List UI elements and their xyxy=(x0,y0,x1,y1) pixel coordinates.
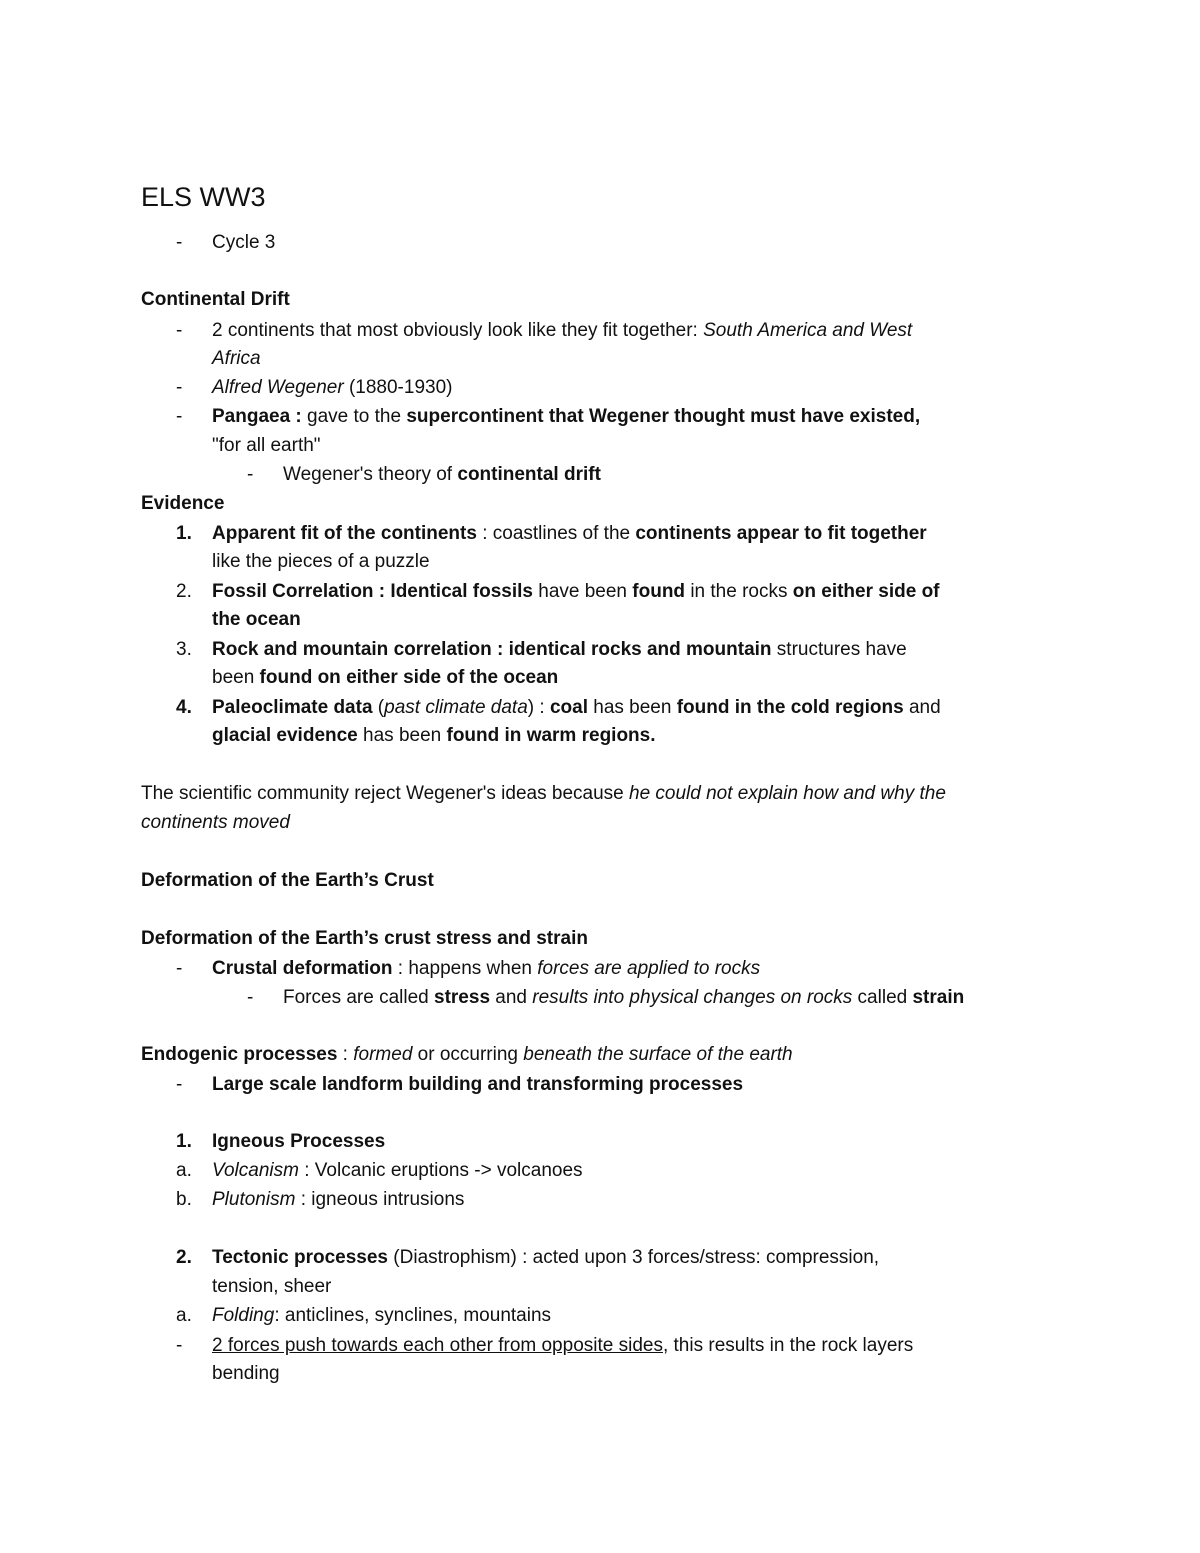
rejection-line xyxy=(141,782,946,806)
theory-text: Wegener's theory of xyxy=(283,464,458,485)
bullet-dash: - xyxy=(176,320,183,341)
evidence-item-4 xyxy=(212,696,941,720)
evidence-text: ( xyxy=(372,697,385,718)
plutonism-term: Plutonism xyxy=(212,1189,296,1210)
evidence-item-2-cont: the ocean xyxy=(212,609,301,630)
evidence-item-4-cont xyxy=(212,724,656,748)
list-number: 1. xyxy=(176,523,192,544)
forces-italic: results into physical changes on rocks xyxy=(532,987,853,1008)
document-title: ELS WW3 xyxy=(141,182,266,212)
push-cont: bending xyxy=(212,1363,280,1384)
bullet-dash: - xyxy=(176,1074,183,1095)
tectonic-text: (Diastrophism) : acted upon 3 forces/stress: compression, xyxy=(388,1247,880,1268)
evidence-text: in the rocks xyxy=(685,581,793,602)
evidence-bold: glacial evidence xyxy=(212,725,358,746)
endogenic-italic: beneath the surface of the earth xyxy=(523,1044,793,1065)
list-letter: b. xyxy=(176,1189,192,1210)
evidence-text: : coastlines of the xyxy=(476,523,636,544)
folding-text: : anticlines, synclines, mountains xyxy=(274,1305,552,1326)
bullet-dash: - xyxy=(176,958,183,979)
tectonic-term: Tectonic processes xyxy=(212,1247,389,1268)
endogenic-term: Endogenic processes xyxy=(141,1044,338,1065)
tectonic-cont: tension, sheer xyxy=(212,1276,332,1297)
deformation-subheading: Deformation of the Earth’s crust stress and strain xyxy=(141,928,588,949)
evidence-item-3 xyxy=(212,638,907,662)
evidence-text: ) : xyxy=(527,697,550,718)
evidence-item-1-cont: like the pieces of a puzzle xyxy=(212,551,430,572)
evidence-text: has been xyxy=(357,725,447,746)
bullet-dash: - xyxy=(176,232,183,253)
wegener-name: Alfred Wegener xyxy=(212,377,344,398)
rejection-reason-cont: continents moved xyxy=(141,812,290,833)
endogenic-line xyxy=(141,1043,793,1067)
forces-line xyxy=(283,986,964,1010)
evidence-term: Paleoclimate data xyxy=(212,697,373,718)
tectonic-line xyxy=(212,1246,879,1270)
theory-line xyxy=(283,463,601,487)
push-text: , this results in the rock layers xyxy=(662,1335,914,1356)
volcanism-term: Volcanism xyxy=(212,1160,299,1181)
fit-answer-cont: Africa xyxy=(212,348,261,369)
evidence-text: has been xyxy=(587,697,677,718)
evidence-item-2 xyxy=(212,580,940,604)
evidence-item-1 xyxy=(212,522,927,546)
list-number: 3. xyxy=(176,639,192,660)
bullet-dash: - xyxy=(176,1335,183,1356)
evidence-bold: found on either side of the ocean xyxy=(259,667,559,688)
endogenic-colon: : xyxy=(337,1044,354,1065)
evidence-term: Apparent fit of the continents xyxy=(212,523,477,544)
endogenic-italic: formed xyxy=(353,1044,413,1065)
endogenic-text: or occurring xyxy=(412,1044,524,1065)
list-letter: a. xyxy=(176,1305,192,1326)
forces-stress: stress xyxy=(434,987,491,1008)
evidence-text: structures have xyxy=(771,639,907,660)
crustal-term: Crustal deformation xyxy=(212,958,393,979)
theory-term: continental drift xyxy=(457,464,601,485)
deformation-heading: Deformation of the Earth’s Crust xyxy=(141,870,434,891)
bullet-dash: - xyxy=(176,377,183,398)
list-number: 4. xyxy=(176,697,192,718)
bullet-dash: - xyxy=(247,464,254,485)
crustal-italic: forces are applied to rocks xyxy=(537,958,761,979)
volcanism-line xyxy=(212,1159,583,1183)
forces-called: called xyxy=(852,987,913,1008)
evidence-term: Fossil Correlation : Identical fossils xyxy=(212,581,533,602)
evidence-text: been xyxy=(212,667,260,688)
continental-drift-heading: Continental Drift xyxy=(141,289,290,310)
push-underlined: 2 forces push towards each other from opposite sides xyxy=(212,1335,663,1356)
forces-and: and xyxy=(490,987,533,1008)
igneous-heading: Igneous Processes xyxy=(212,1131,386,1152)
evidence-term: Rock and mountain correlation : identical rocks and mountain xyxy=(212,639,772,660)
list-number: 2. xyxy=(176,581,192,602)
push-line xyxy=(212,1334,913,1358)
plutonism-text: : igneous intrusions xyxy=(295,1189,465,1210)
plutonism-line xyxy=(212,1188,464,1212)
folding-line xyxy=(212,1304,551,1328)
list-number: 2. xyxy=(176,1247,192,1268)
wegener-line xyxy=(212,376,452,400)
pangaea-line xyxy=(212,405,920,429)
forces-strain: strain xyxy=(912,987,965,1008)
pangaea-supercontinent: supercontinent that Wegener thought must have existed, xyxy=(406,406,921,427)
pangaea-term: Pangaea : xyxy=(212,406,302,427)
rejection-text: The scientific community reject Wegener's ideas because xyxy=(141,783,629,804)
evidence-bold: found in the cold regions xyxy=(676,697,904,718)
fit-line xyxy=(212,319,912,343)
forces-text: Forces are called xyxy=(283,987,435,1008)
list-letter: a. xyxy=(176,1160,192,1181)
bullet-dash: - xyxy=(176,406,183,427)
evidence-text: have been xyxy=(532,581,633,602)
pangaea-quote: "for all earth" xyxy=(212,435,321,456)
evidence-bold: on either side of xyxy=(792,581,940,602)
bullet-dash: - xyxy=(247,987,254,1008)
endogenic-sub: Large scale landform building and transforming processes xyxy=(212,1074,744,1095)
volcanism-text: : Volcanic eruptions -> volcanoes xyxy=(298,1160,583,1181)
crustal-line xyxy=(212,957,760,981)
evidence-text: and xyxy=(903,697,941,718)
pangaea-text: gave to the xyxy=(301,406,407,427)
folding-term: Folding xyxy=(212,1305,275,1326)
fit-text: 2 continents that most obviously look like they fit together: xyxy=(212,320,704,341)
evidence-italic: past climate data xyxy=(384,697,528,718)
evidence-bold: continents appear to fit together xyxy=(635,523,927,544)
crustal-text: : happens when xyxy=(392,958,538,979)
list-number: 1. xyxy=(176,1131,192,1152)
cycle-text: Cycle 3 xyxy=(212,232,276,253)
rejection-reason: he could not explain how and why the xyxy=(629,783,946,804)
wegener-years: (1880-1930) xyxy=(343,377,453,398)
evidence-bold: found in warm regions. xyxy=(446,725,656,746)
evidence-heading: Evidence xyxy=(141,493,225,514)
fit-answer: South America and West xyxy=(703,320,913,341)
evidence-bold: coal xyxy=(549,697,588,718)
evidence-bold: found xyxy=(632,581,686,602)
evidence-item-3-cont xyxy=(212,666,558,690)
